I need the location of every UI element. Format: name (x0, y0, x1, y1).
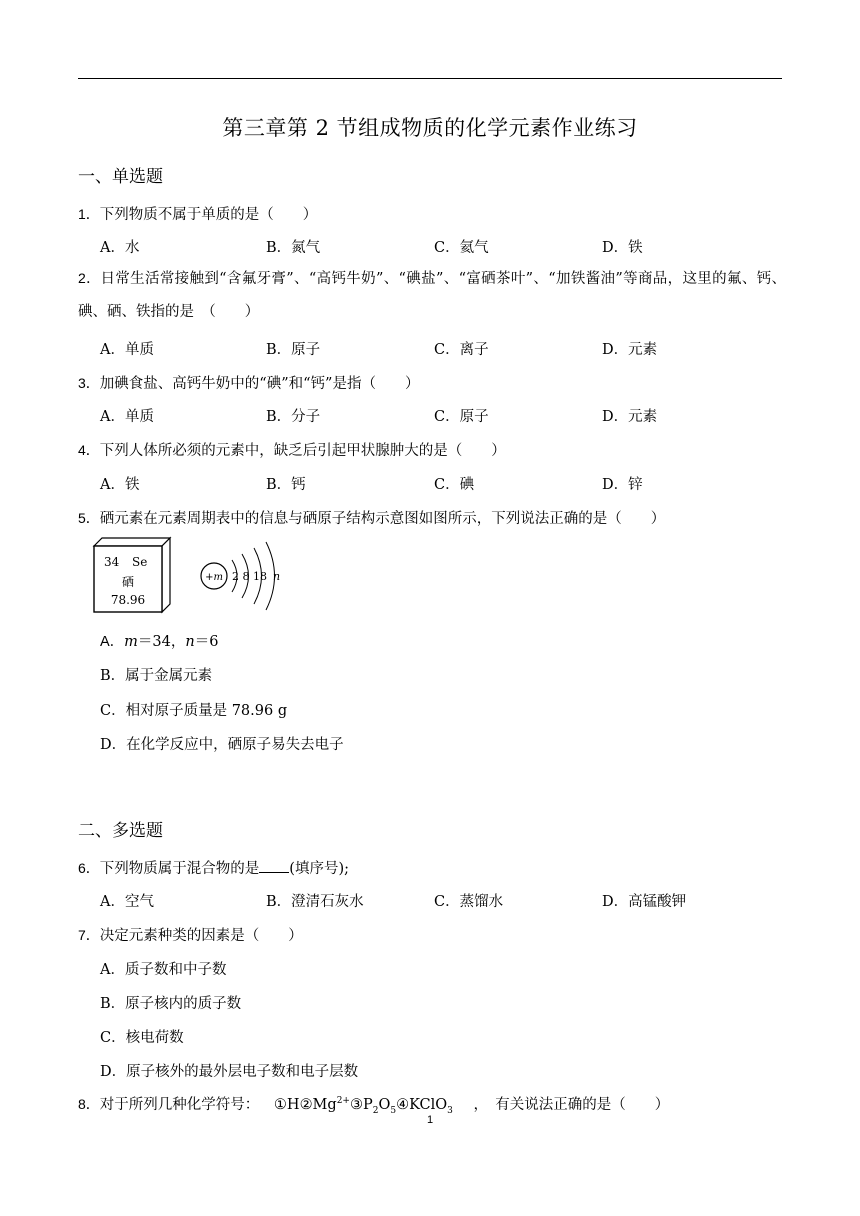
question-5-option-a[interactable]: A．m＝34，n＝6 (100, 634, 219, 650)
section-heading-multi: 二、多选题 (78, 821, 163, 841)
question-7-option-c[interactable]: C．核电荷数 (100, 1030, 184, 1046)
shell-electrons: 2 8 18 (232, 570, 267, 583)
question-7-option-d[interactable]: D．原子核外的最外层电子数和电子层数 (100, 1064, 359, 1080)
symbol-4: ④KClO (396, 1097, 448, 1113)
question-4-text: 下列人体所必须的元素中，缺乏后引起甲状腺肿大的是（ ） (99, 443, 506, 459)
option-b[interactable]: B．分子 (266, 409, 321, 425)
symbol-3: ③P (349, 1097, 373, 1113)
element-name: 硒 (121, 575, 135, 589)
question-2-text: 日常生活常接触到“含氟牙膏”、“高钙牛奶”、“碘盐”、“富硒茶叶”、“加铁酱油”等商品，这里的氟、钙、碘、硒、铁指的是 （ ） (78, 271, 786, 320)
option-c[interactable]: C．蒸馏水 (434, 894, 504, 910)
page-number: 1 (426, 1114, 434, 1126)
question-3-text: 加碘食盐、高钙牛奶中的“碘”和“钙”是指（ ） (99, 376, 420, 392)
option-a[interactable]: A．单质 (100, 342, 154, 358)
option-d[interactable]: D．锌 (602, 477, 643, 493)
selenium-diagram (84, 536, 284, 616)
selenium-figure (84, 536, 284, 620)
answer-blank[interactable] (259, 858, 289, 873)
question-5-option-b[interactable]: B．属于金属元素 (100, 668, 213, 684)
option-a[interactable]: A．单质 (100, 409, 154, 425)
element-symbol: Se (132, 555, 148, 569)
option-b[interactable]: B．钙 (266, 477, 306, 493)
option-a[interactable]: A．水 (100, 240, 140, 256)
header-rule (78, 78, 782, 79)
option-d[interactable]: D．铁 (602, 240, 643, 256)
question-6: 6．下列物质属于混合物的是 (填序号); (78, 860, 349, 877)
question-7: 7．决定元素种类的因素是（ ） (78, 927, 303, 944)
option-a[interactable]: A．空气 (100, 894, 154, 910)
question-5: 5．硒元素在元素周期表中的信息与硒原子结构示意图如图所示，下列说法正确的是（ ） (78, 510, 666, 527)
page-title: 第三章第 2 节组成物质的化学元素作业练习 (222, 116, 638, 140)
question-1: 1．下列物质不属于单质的是（ ） (78, 206, 318, 223)
question-7-option-b[interactable]: B．原子核内的质子数 (100, 996, 242, 1012)
question-5-text: 硒元素在元素周期表中的信息与硒原子结构示意图如图所示，下列说法正确的是（ ） (99, 511, 666, 527)
option-c[interactable]: C．碘 (434, 477, 475, 493)
symbol-1: ①H (273, 1097, 300, 1113)
atomic-number: 34 (104, 555, 120, 569)
option-c[interactable]: C．氦气 (434, 240, 489, 256)
option-b[interactable]: B．澄清石灰水 (266, 894, 364, 910)
atomic-mass: 78.96 (110, 593, 146, 607)
atom-structure (201, 542, 280, 610)
question-5-option-d[interactable]: D．在化学反应中，硒原子易失去电子 (100, 737, 344, 753)
question-8: 8．对于所列几种化学符号： $①H②Mg^{2+}③P_2O_5④KClO_3$ ， 有关说法正确的是（ ） (78, 1096, 670, 1116)
option-d[interactable]: D．元素 (602, 409, 658, 425)
question-2: 2．日常生活常接触到“含氟牙膏”、“高钙牛奶”、“碘盐”、“富硒茶叶”、“加铁酱油”等商品，这里的氟、钙、碘、硒、铁指的是 （ ） (78, 270, 786, 320)
outer-shell-n: n (273, 570, 281, 583)
option-a[interactable]: A．铁 (100, 477, 140, 493)
option-b[interactable]: B．原子 (266, 342, 321, 358)
option-c[interactable]: C．原子 (434, 409, 489, 425)
symbol-2: ②Mg (299, 1097, 337, 1113)
section-heading-single: 一、单选题 (78, 167, 163, 187)
periodic-table-cell (94, 538, 170, 612)
question-4: 4．下列人体所必须的元素中，缺乏后引起甲状腺肿大的是（ ） (78, 442, 506, 459)
option-c[interactable]: C．离子 (434, 342, 489, 358)
option-d[interactable]: D．高锰酸钾 (602, 894, 687, 910)
question-7-option-a[interactable]: A．质子数和中子数 (100, 962, 227, 978)
option-d[interactable]: D．元素 (602, 342, 658, 358)
question-7-text: 决定元素种类的因素是（ ） (99, 928, 303, 944)
question-1-text: 下列物质不属于单质的是（ ） (99, 207, 318, 223)
question-5-option-c[interactable]: C．相对原子质量是 78.96 g (100, 703, 288, 719)
option-b[interactable]: B．氮气 (266, 240, 321, 256)
question-3: 3．加碘食盐、高钙牛奶中的“碘”和“钙”是指（ ） (78, 375, 420, 392)
nucleus-charge: +m (205, 572, 223, 583)
